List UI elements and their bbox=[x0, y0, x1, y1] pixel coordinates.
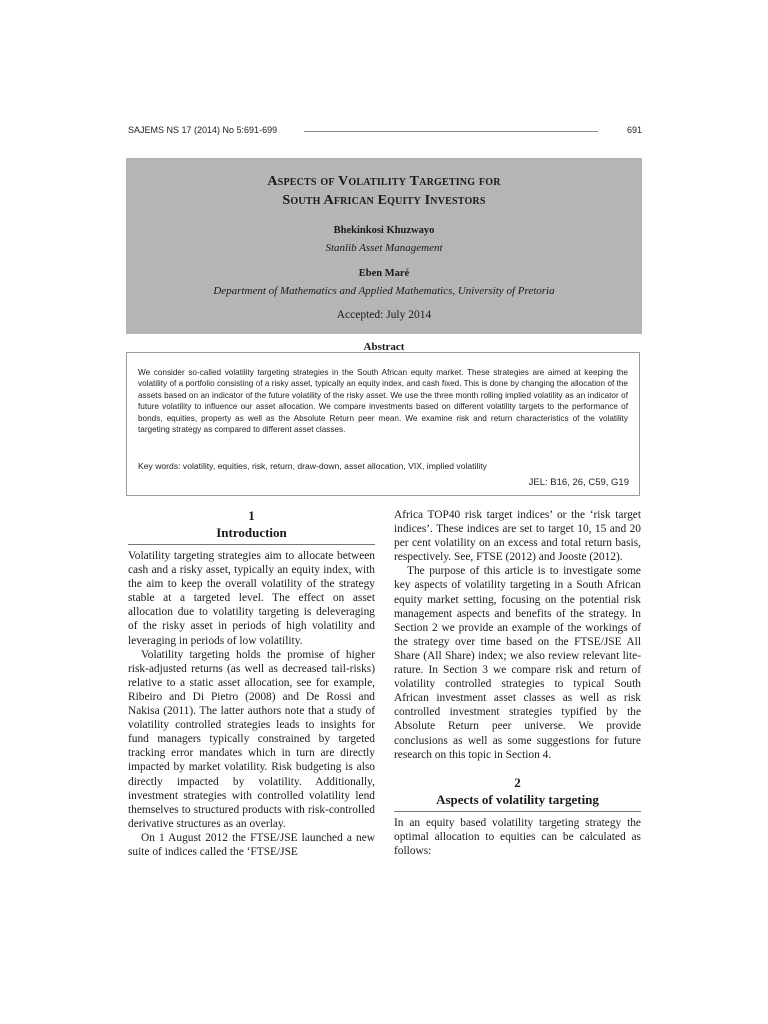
section-2-title: Aspects of volatility targeting bbox=[394, 791, 641, 812]
intro-paragraph-3: On 1 August 2012 the FTSE/JSE launched a new suite of indices called the ‘FTSE/JSE bbox=[128, 831, 375, 858]
intro-paragraph-2: Volatility targeting holds the promise of higher risk-adjusted returns (as well as decreased tail-risks) relative to a static asset allocation, see for example, Ribeiro and Di Pietro (2008) and De Rossi and Nakisa (2011). The latter authors note that a study of volatility controlled strategies leads to insights for fund managers typically constrained by targeted tracking error mandates which in turn are directly impacted by market volatility. Risk budgeting is also directly impacted by volatility. Additionally, investment strategies with controlled volatility lend themselves to structured products with risk-controlled derivative structures as an overlay. bbox=[128, 648, 375, 830]
running-head bbox=[128, 124, 642, 138]
title-line-2: South African Equity Investors bbox=[282, 193, 486, 208]
intro-paragraph-3-continued: Africa TOP40 risk target indices’ or the ‘risk target indices’. These indices are set to target 10, 15 and 20 per cent volatility on an excess and total return basis, respectively. See, FTSE (2012) and Jooste (2012). bbox=[394, 509, 641, 564]
section-2-paragraph-1: In an equity based volatility targeting strategy the optimal allocation to equities can be calculated as follows: bbox=[394, 816, 641, 857]
page-number: 691 bbox=[626, 125, 642, 135]
section-1-title: Introduction bbox=[128, 524, 375, 545]
accepted-date: Accepted: July 2014 bbox=[336, 309, 432, 321]
jel-codes: JEL: B16, 26, C59, G19 bbox=[528, 477, 629, 488]
journal-citation: SAJEMS NS 17 (2014) No 5:691-699 bbox=[128, 125, 278, 135]
author-1: Bhekinkosi Khuzwayo bbox=[333, 225, 435, 236]
section-2-number: 2 bbox=[514, 774, 521, 790]
author-2: Eben Maré bbox=[358, 268, 410, 279]
abstract-text: We consider so-called volatility targeting strategies in the South African equity market. These strategies are aimed at keeping the volatility of a portfolio consisting of a risky asset, typically an equity index, and cash fixed. This is done by changing the allocation of the assets based on an indicator of the future volatility of the risky asset. We use the three month rolling implied volatility as an indicator of future volatility to influence our asset allocation. We compare investments based on different volatility targets to the performance of bonds, equities, property as well as the Absolute Return peer mean. We examine risk and return characteristics of the volatility targeting strategy as compared to different asset classes. bbox=[138, 368, 628, 435]
affiliation-1: Stanlib Asset Management bbox=[325, 242, 443, 254]
section-1-number: 1 bbox=[248, 508, 255, 523]
intro-paragraph-1: Volatility targeting strategies aim to allocate between cash and a risky asset, typically an equity index, with the aim to keep the overall volatility of the strategy stable at a targeted level. The effect on asset allocation due to volatility targeting is deleveraging of the risky asset in periods of high volatility and leveraging in periods of low volatility. bbox=[128, 550, 375, 647]
keywords: Key words: volatility, equities, risk, return, draw-down, asset allocation, VIX, implied volatility bbox=[138, 461, 487, 471]
affiliation-2: Department of Mathematics and Applied Mathematics, University of Pretoria bbox=[213, 285, 555, 297]
title-box bbox=[126, 158, 642, 334]
header-rule bbox=[304, 131, 598, 132]
right-column bbox=[394, 508, 641, 858]
left-column bbox=[128, 508, 375, 859]
abstract-box bbox=[126, 352, 640, 496]
article-title bbox=[126, 172, 642, 210]
title-line-1: Aspects of Volatility Targeting for bbox=[267, 174, 501, 189]
intro-paragraph-4: The purpose of this article is to investigate some key aspects of volatility targeting in a South African equity market setting, focusing on the potential risk management aspects and benefits of the strategy. In Section 2 we provide an example of the workings of the strategy over time based on the FTSE/JSE All Share (All Share) index; we also review relevant lite-rature. In Section 3 we compare risk and return of volatility controlled strategies to typical South African investment asset classes as well as risk controlled investment strategies typified by the Absolute Return peer universe. We provide conclusions as well as some suggestions for future research on this topic in Section 4. bbox=[394, 565, 641, 761]
abstract-heading: Abstract bbox=[363, 341, 405, 353]
